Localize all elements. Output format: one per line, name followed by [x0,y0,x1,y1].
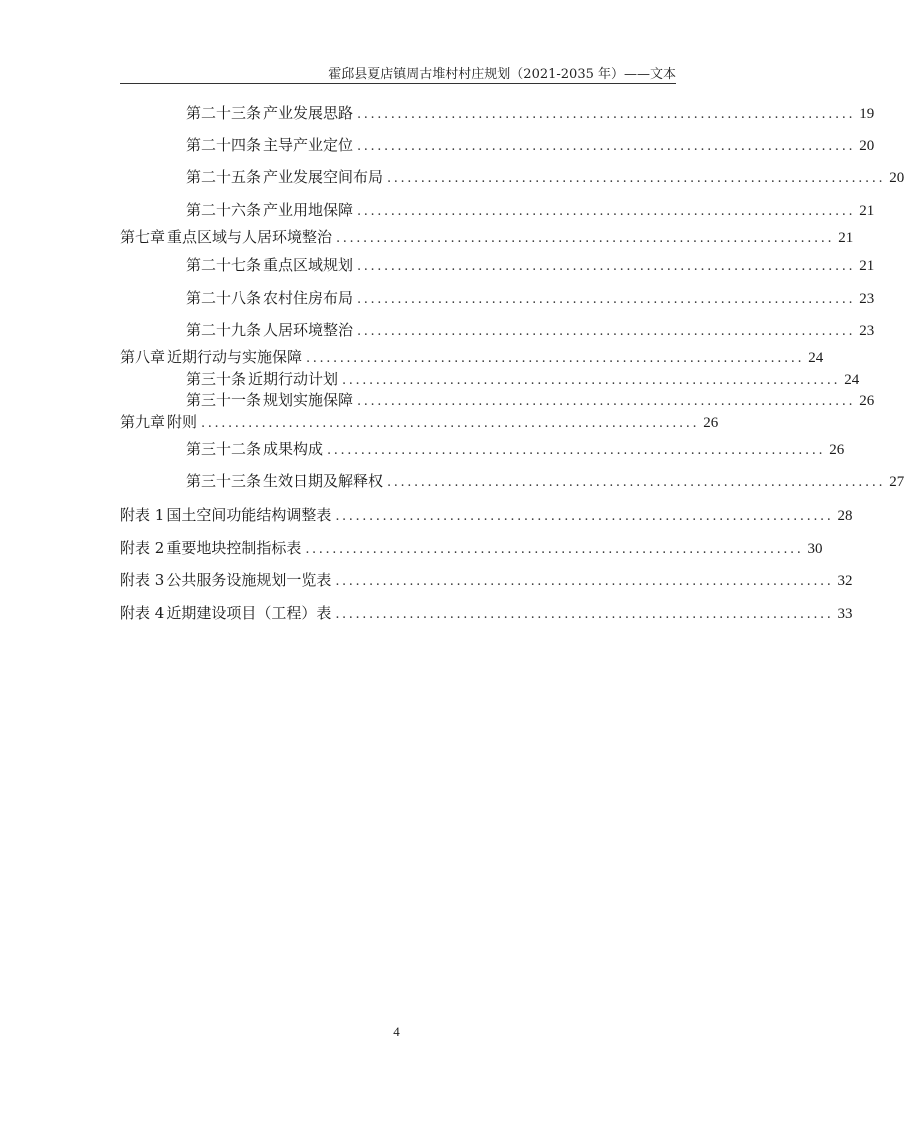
toc-page: 33 [837,606,853,622]
header-rule [120,83,676,84]
toc-number: 第三十二条 [186,440,262,458]
toc-leader-dots: .......................................................................... [335,574,834,589]
toc-leader-dots: .......................................................................... [357,394,856,409]
toc-leader-dots: .......................................................................... [201,416,700,431]
toc-number: 附表 4 [120,604,165,622]
toc-page: 30 [807,541,823,557]
toc-number: 第三十条 [186,370,247,388]
toc-entry[interactable] [186,470,904,492]
toc-leader-dots: .......................................................................... [306,351,805,366]
toc-title: 产业发展空间布局 [263,168,384,186]
toc-leader-dots: .......................................................................... [357,324,856,339]
toc-page: 26 [703,415,719,431]
toc-leader-dots: .......................................................................... [335,607,834,622]
toc-page: 24 [844,372,860,388]
toc-page: 27 [889,474,904,490]
toc-title: 规划实施保障 [263,391,354,409]
toc-page: 23 [859,291,875,307]
toc-title: 农村住房布局 [263,289,354,307]
toc-leader-dots: .......................................................................... [387,475,886,490]
toc-entry[interactable] [120,346,824,368]
toc-leader-dots: .......................................................................... [357,259,856,274]
toc-leader-dots: .......................................................................... [342,373,841,388]
toc-title: 重点区域与人居环境整治 [167,228,333,246]
toc-number: 第二十四条 [186,136,262,154]
toc-number: 附表 3 [120,571,165,589]
toc-title: 生效日期及解释权 [263,472,384,490]
toc-title: 附则 [167,413,198,431]
toc-page: 28 [837,508,853,524]
toc-leader-dots: .......................................................................... [327,443,826,458]
toc-number: 第二十三条 [186,104,262,122]
toc-number: 第二十五条 [186,168,262,186]
toc-number: 第三十一条 [186,391,262,409]
toc-page: 21 [859,258,875,274]
toc-title: 主导产业定位 [263,136,354,154]
toc-page: 21 [859,203,875,219]
toc-entry[interactable] [120,569,853,591]
toc-page: 20 [859,138,875,154]
toc-title: 成果构成 [263,440,324,458]
toc-number: 第八章 [120,348,166,366]
toc-entry[interactable] [120,411,719,433]
toc-number: 第二十九条 [186,321,262,339]
toc-page: 32 [837,573,853,589]
toc-entry[interactable] [186,389,875,411]
toc-number: 附表 2 [120,539,165,557]
toc-page: 20 [889,170,904,186]
toc-leader-dots: .......................................................................... [336,231,835,246]
toc-entry[interactable] [186,102,875,124]
toc-leader-dots: .......................................................................... [357,292,856,307]
toc-leader-dots: .......................................................................... [335,509,834,524]
toc-leader-dots: .......................................................................... [357,204,856,219]
toc-title: 国土空间功能结构调整表 [166,506,332,524]
toc-entry[interactable] [186,199,875,221]
toc-entry[interactable] [186,438,845,460]
toc-number: 第三十三条 [186,472,262,490]
toc-leader-dots: .......................................................................... [305,542,804,557]
toc-page: 26 [859,393,875,409]
toc-title: 重要地块控制指标表 [166,539,302,557]
toc-number: 附表 1 [120,506,165,524]
toc-title: 人居环境整治 [263,321,354,339]
toc-title: 重点区域规划 [263,256,354,274]
toc-page: 26 [829,442,845,458]
toc-leader-dots: .......................................................................... [357,107,856,122]
toc-entry[interactable] [120,602,853,624]
page-number: 4 [393,1024,400,1039]
toc-title: 产业用地保障 [263,201,354,219]
toc-title: 公共服务设施规划一览表 [166,571,332,589]
toc-entry[interactable] [186,166,904,188]
toc-entry[interactable] [120,504,853,526]
toc-page: 23 [859,323,875,339]
toc-title: 近期行动计划 [248,370,339,388]
toc-number: 第九章 [120,413,166,431]
toc-entry[interactable] [120,537,823,559]
toc-leader-dots: .......................................................................... [357,139,856,154]
toc-title: 产业发展思路 [263,104,354,122]
toc-entry[interactable] [186,319,875,341]
toc-entry[interactable] [186,134,875,156]
toc-leader-dots: .......................................................................... [387,171,886,186]
toc-page: 24 [808,350,824,366]
toc-page: 21 [838,230,854,246]
toc-entry[interactable] [186,287,875,309]
toc-title: 近期建设项目（工程）表 [166,604,332,622]
toc-number: 第二十七条 [186,256,262,274]
toc-number: 第七章 [120,228,166,246]
toc-number: 第二十八条 [186,289,262,307]
toc-entry[interactable] [120,226,854,248]
toc-entry[interactable] [186,368,860,390]
running-header: 霍邱县夏店镇周古堆村村庄规划（2021-2035 年）——文本 [328,67,676,82]
toc-entry[interactable] [186,254,875,276]
toc-page: 19 [859,106,875,122]
toc-number: 第二十六条 [186,201,262,219]
toc-title: 近期行动与实施保障 [167,348,303,366]
